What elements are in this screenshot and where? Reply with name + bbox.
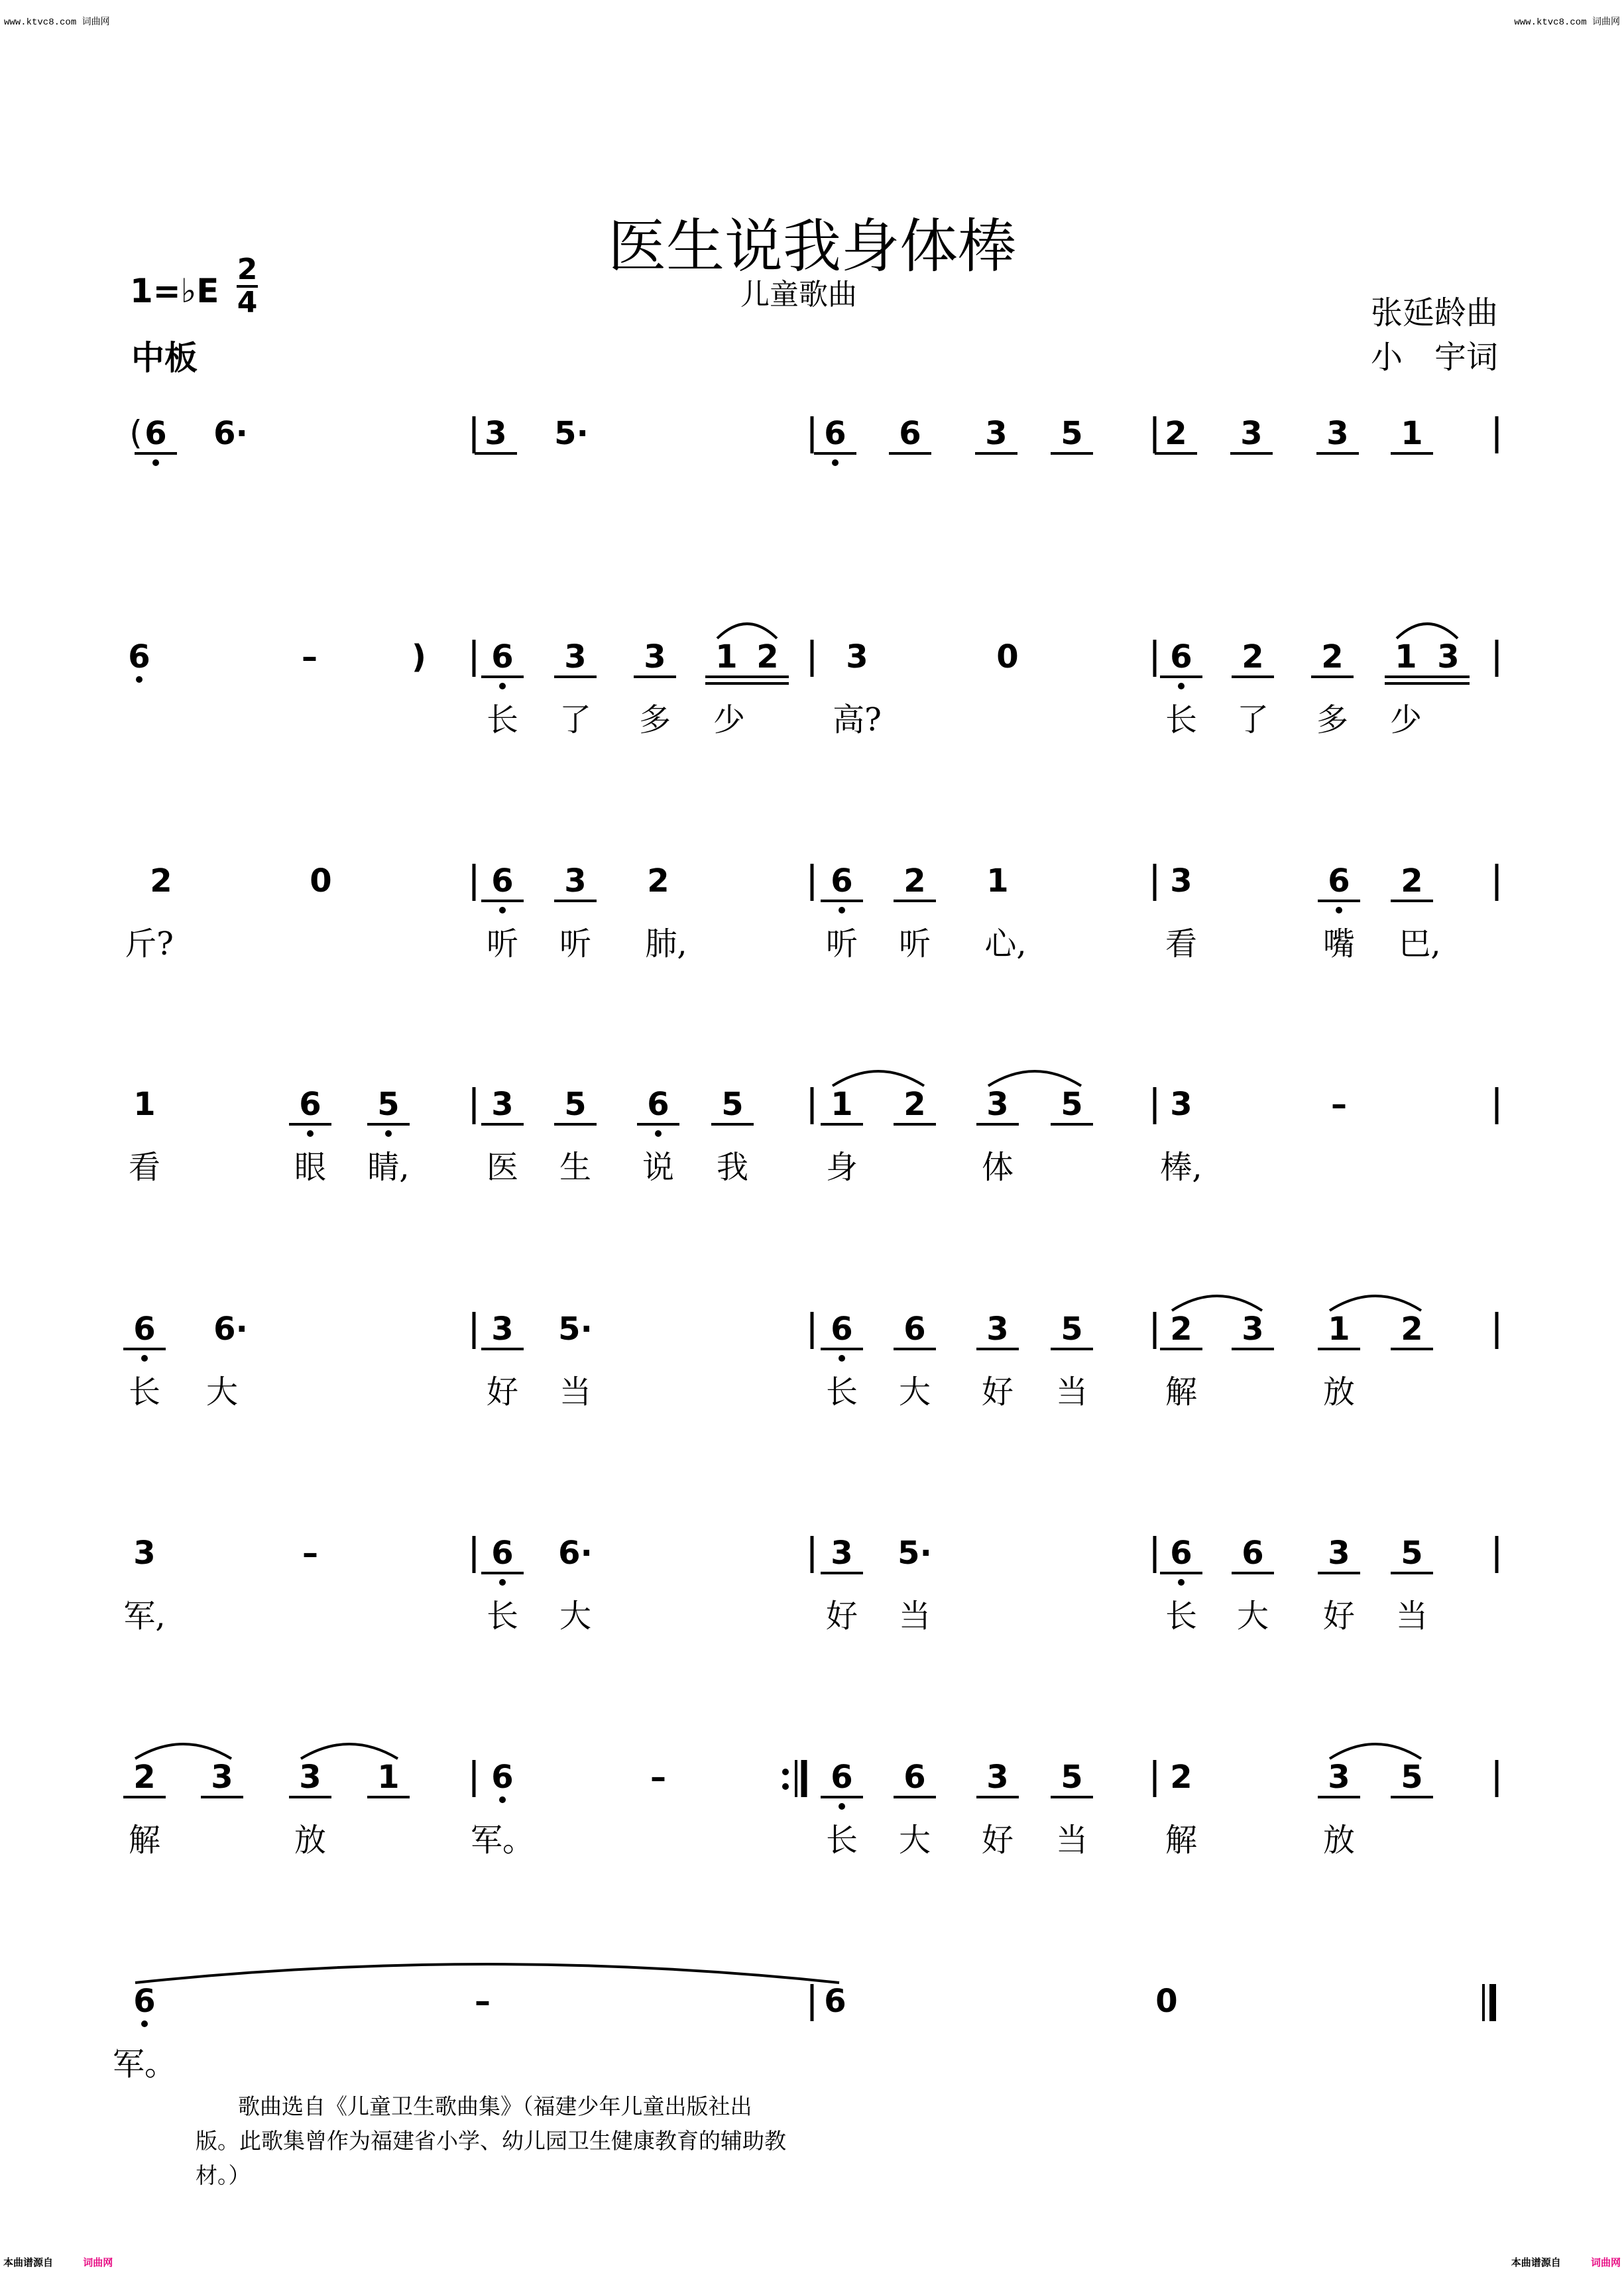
- tie-arc: [833, 1071, 924, 1086]
- note: 3: [644, 638, 666, 675]
- header-left: www.ktvc8.com 词曲网: [4, 17, 110, 28]
- lyric: 肺,: [645, 925, 687, 963]
- lower-octave-dot: [385, 1130, 392, 1137]
- tie-arc: [988, 1071, 1081, 1086]
- note: 2: [133, 1759, 156, 1796]
- note: 0: [996, 638, 1019, 675]
- note: 6: [128, 638, 150, 675]
- note: 6: [1170, 638, 1192, 675]
- note: 2: [1170, 1759, 1192, 1796]
- lyricist-credit: 小 宇词: [1370, 339, 1498, 376]
- note: 6: [903, 1759, 926, 1796]
- lyric: 大: [898, 1374, 931, 1411]
- time-denominator: 4: [237, 286, 258, 320]
- note: 6: [899, 415, 921, 452]
- note: 6·: [213, 415, 248, 452]
- lower-octave-dot: [839, 1803, 845, 1810]
- tie-arc-long: [135, 1964, 839, 1983]
- tie-arc: [1330, 1744, 1421, 1759]
- note: 6: [1242, 1535, 1264, 1572]
- lower-octave-dot: [152, 459, 159, 466]
- lyric: 放: [1322, 1374, 1356, 1411]
- note: 2: [1401, 1311, 1423, 1348]
- tie-arc: [1397, 624, 1458, 638]
- note: 6: [491, 1759, 514, 1796]
- source-note: 歌曲选自《儿童卫生歌曲集》（福建少年儿童出版社出版。此歌集曾作为福建省小学、幼儿园卫生健康教育的辅助教材。）: [196, 2093, 786, 2188]
- note: 1: [1328, 1311, 1350, 1348]
- note: 6: [903, 1311, 926, 1348]
- note: 6: [831, 1759, 853, 1796]
- lyric: 长: [825, 1374, 858, 1411]
- lyric: 了: [559, 701, 592, 738]
- paren-open: (: [129, 414, 143, 452]
- note: 3: [1240, 415, 1263, 452]
- note: 2: [1170, 1311, 1192, 1348]
- tie-arc: [1172, 1296, 1262, 1311]
- footer-right-text: 本曲谱源自: [1511, 2256, 1561, 2268]
- lyric: 大: [898, 1822, 931, 1859]
- note: 5·: [898, 1535, 932, 1572]
- note: 6: [824, 415, 846, 452]
- key-label: 1=♭E: [130, 272, 219, 310]
- lyric: 好: [981, 1822, 1014, 1859]
- note: 6: [491, 862, 514, 900]
- note: 2: [903, 1086, 926, 1123]
- tempo-marking: 中板: [131, 339, 198, 377]
- note: 2: [150, 862, 172, 900]
- lyric: 看: [1165, 925, 1198, 963]
- note: 6: [133, 1311, 156, 1348]
- composer-credit: 张延龄曲: [1370, 294, 1498, 331]
- lyric: 放: [1322, 1822, 1356, 1859]
- lyric: 嘴: [1322, 925, 1356, 963]
- lyric: 医: [486, 1149, 519, 1186]
- song-title: 医生说我身体棒: [607, 212, 1016, 280]
- lower-octave-dot: [141, 2020, 148, 2027]
- lower-octave-dot: [839, 1355, 845, 1362]
- note: 2: [1321, 638, 1344, 675]
- lyric: 解: [1165, 1822, 1198, 1859]
- lyric: 解: [128, 1822, 161, 1859]
- lyric: 巴,: [1399, 925, 1441, 963]
- lower-octave-dot: [141, 1355, 148, 1362]
- note: 6: [491, 638, 514, 675]
- note: 1: [377, 1759, 400, 1796]
- lower-octave-dot: [1178, 1579, 1185, 1586]
- repeat-dot: [782, 1783, 789, 1790]
- note: –: [475, 1983, 491, 2020]
- footer-right-site[interactable]: 词曲网: [1590, 2256, 1621, 2268]
- note: 3: [491, 1311, 514, 1348]
- lyric: 当: [898, 1598, 931, 1635]
- note: 6: [831, 862, 853, 900]
- lyric: 听: [486, 925, 519, 963]
- note: 6·: [213, 1311, 248, 1348]
- note: 3: [1170, 862, 1192, 900]
- lyric: 军。: [112, 2046, 177, 2083]
- song-subtitle: 儿童歌曲: [740, 278, 857, 312]
- note: 5: [564, 1086, 587, 1123]
- lyric: 体: [981, 1149, 1014, 1186]
- note: 5: [721, 1086, 744, 1123]
- lyric: 少: [1389, 701, 1422, 738]
- note: 3: [491, 1086, 514, 1123]
- lower-octave-dot: [136, 676, 143, 683]
- lyric: 当: [1055, 1374, 1088, 1411]
- note: 0: [310, 862, 332, 900]
- lyric: 长: [1165, 701, 1198, 738]
- note: –: [650, 1759, 666, 1796]
- time-numerator: 2: [237, 253, 258, 286]
- lyric: 长: [825, 1822, 858, 1859]
- lyric: 长: [1165, 1598, 1198, 1635]
- lyric: 生: [559, 1149, 592, 1186]
- note: 3: [986, 1759, 1009, 1796]
- note: –: [302, 1535, 318, 1572]
- lyric: 听: [559, 925, 592, 963]
- lower-octave-dot: [499, 907, 506, 913]
- note: 3: [211, 1759, 233, 1796]
- lyric: 看: [128, 1149, 161, 1186]
- lyric: 大: [559, 1598, 592, 1635]
- lower-octave-dot: [499, 683, 506, 689]
- note: 3: [986, 1086, 1009, 1123]
- note: 3: [485, 415, 507, 452]
- lyric: 眼: [294, 1149, 327, 1186]
- note: 3: [1242, 1311, 1264, 1348]
- footer-left-text: 本曲谱源自: [3, 2256, 54, 2268]
- note: 5: [1061, 1311, 1083, 1348]
- footer-left-site[interactable]: 词曲网: [83, 2256, 113, 2268]
- note: 5: [1061, 1759, 1083, 1796]
- lyric: 放: [294, 1822, 327, 1859]
- note: 1: [1401, 415, 1423, 452]
- lower-octave-dot: [655, 1130, 662, 1137]
- note: 2: [903, 862, 926, 900]
- note: 6: [133, 1983, 156, 2020]
- lyric: 长: [486, 701, 519, 738]
- lyric: 军。: [470, 1822, 535, 1859]
- note: 5: [377, 1086, 400, 1123]
- lower-octave-dot: [1178, 683, 1185, 689]
- lyric: 高?: [833, 701, 882, 738]
- note: 3: [1170, 1086, 1192, 1123]
- note: 3: [1326, 415, 1349, 452]
- note: 0: [1155, 1983, 1178, 2020]
- note: 5: [1061, 1086, 1083, 1123]
- footer-left: [3, 2255, 113, 2269]
- lower-octave-dot: [307, 1130, 314, 1137]
- tie-arc: [717, 624, 777, 638]
- note: ): [412, 638, 426, 675]
- note: 3: [564, 862, 587, 900]
- lyric: 多: [638, 701, 671, 738]
- lower-octave-dot: [499, 1796, 506, 1803]
- lower-octave-dot: [832, 459, 839, 466]
- note: 5·: [558, 1311, 593, 1348]
- lower-octave-dot: [1336, 907, 1342, 913]
- lyric: 解: [1165, 1374, 1198, 1411]
- note: 5: [1061, 415, 1083, 452]
- header-right: www.ktvc8.com 词曲网: [1514, 17, 1620, 28]
- lyric: 听: [825, 925, 858, 963]
- lyric: 好: [1322, 1598, 1356, 1635]
- tie-arc: [1330, 1296, 1421, 1311]
- lyric: 长: [128, 1374, 161, 1411]
- note: 2: [756, 638, 779, 675]
- note: 2: [647, 862, 669, 900]
- note: 6: [1170, 1535, 1192, 1572]
- note: –: [302, 638, 318, 675]
- tie-arc: [135, 1744, 231, 1759]
- lyric: 长: [486, 1598, 519, 1635]
- footer-right: [1511, 2255, 1621, 2269]
- lower-octave-dot: [839, 907, 845, 913]
- note: 2: [1242, 638, 1264, 675]
- lyric: 好: [486, 1374, 519, 1411]
- note: 6: [831, 1311, 853, 1348]
- note: 1: [1395, 638, 1417, 675]
- note: 3: [985, 415, 1008, 452]
- lyric: 当: [1395, 1598, 1428, 1635]
- lyric: 棒,: [1160, 1149, 1202, 1186]
- lyric: 心,: [984, 925, 1027, 963]
- note: 3: [831, 1535, 853, 1572]
- note: 3: [299, 1759, 321, 1796]
- note: 3: [564, 638, 587, 675]
- note: 2: [1401, 862, 1423, 900]
- note: 6: [491, 1535, 514, 1572]
- lyric: 大: [205, 1374, 239, 1411]
- lyric: 好: [981, 1374, 1014, 1411]
- note: 6: [824, 1983, 846, 2020]
- note: 1: [831, 1086, 853, 1123]
- note: 3: [1328, 1535, 1350, 1572]
- note: 3: [133, 1535, 156, 1572]
- note: 6: [299, 1086, 321, 1123]
- lyric: 我: [716, 1149, 749, 1186]
- note: 6: [145, 415, 167, 452]
- note: 3: [1437, 638, 1460, 675]
- note: 2: [1165, 415, 1187, 452]
- lyric: 身: [825, 1149, 858, 1186]
- note: 6: [647, 1086, 669, 1123]
- note: 3: [986, 1311, 1009, 1348]
- lower-octave-dot: [499, 1579, 506, 1586]
- note: 5: [1401, 1535, 1423, 1572]
- lyric: 少: [713, 701, 746, 738]
- repeat-dot: [782, 1769, 789, 1775]
- lyric: 当: [1055, 1822, 1088, 1859]
- note: 1: [715, 638, 738, 675]
- lyric: 了: [1236, 701, 1269, 738]
- note: 6: [1328, 862, 1350, 900]
- lyric: 好: [825, 1598, 858, 1635]
- tie-arc: [301, 1744, 398, 1759]
- lyric: 当: [559, 1374, 592, 1411]
- note: 1: [986, 862, 1009, 900]
- note: –: [1331, 1086, 1347, 1123]
- lyric: 说: [642, 1149, 675, 1186]
- note: 5: [1401, 1759, 1423, 1796]
- lyric: 听: [898, 925, 931, 963]
- note: 1: [133, 1086, 156, 1123]
- lyric: 军,: [123, 1598, 166, 1635]
- note: 6·: [558, 1535, 593, 1572]
- note: 3: [1328, 1759, 1350, 1796]
- note: 5·: [554, 415, 589, 452]
- note: 3: [846, 638, 868, 675]
- lyric: 多: [1316, 701, 1349, 738]
- lyric: 斤?: [125, 925, 174, 963]
- lyric: 大: [1236, 1598, 1269, 1635]
- lyric: 睛,: [367, 1149, 410, 1186]
